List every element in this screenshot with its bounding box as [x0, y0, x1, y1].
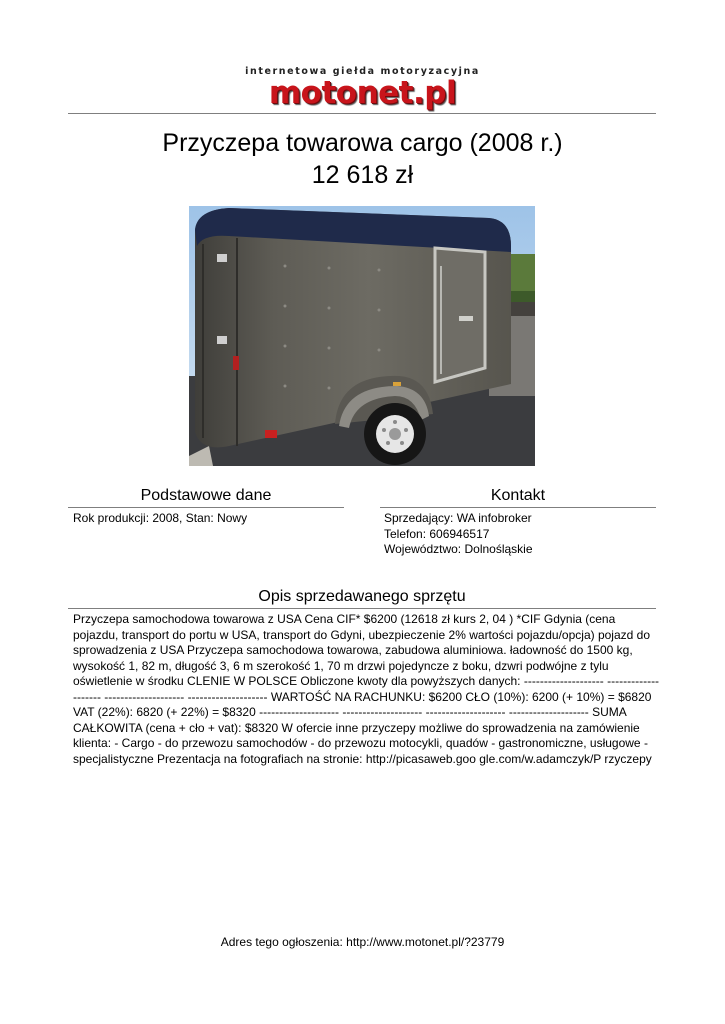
basic-data-text: Rok produkcji: 2008, Stan: Nowy [73, 511, 248, 525]
site-logo[interactable] [0, 66, 725, 111]
description-heading: Opis sprzedawanego sprzętu [258, 588, 466, 605]
site-tagline: internetowa giełda motoryzacyjna [245, 66, 480, 77]
cargo-trailer-photo [189, 206, 535, 466]
basic-data-divider [68, 507, 344, 508]
description-text: Przyczepa samochodowa towarowa z USA Cena CIF* $6200 (12618 zł kurs 2, 04 ) *CIF Gdynia (cena pojazdu, transport do portu w USA, transport do Gdyni, ubezpieczenie 2% wartości pojazdu/opcja) pojazd do sprowadzenia z USA Przyczepa samochodowa towarowa, zabudowa aluminiowa. ładowność do 1500 kg, wysokość 1, 82 m, długość 3, 6 m szerokość 1, 70 m drzwi pojedyncze z boku, dzwri podwójne z tylu oświetlenie w środku CLENIE W POLSCE Obliczone kwoty dla powyższych danych: -------------------- -------------------- -------------------- -------------------- WARTOŚĆ NA RACHUNKU: $6200 CŁO (10%): 6200 (+ 10%) = $6820 VAT (22%): 6820 (+ 22%) = $8320 -------------------- -------------------- -------------------- -------------------- SUMA CAŁKOWITA (cena + cło + vat): $8320 W ofercie inne przyczepy możliwe do sprowadzenia na zamówienie klienta: - Cargo - do przewozu samochodów - do przewozu motocykli, quadów - gastronomiczne, usługowe - specjalistyczne Prezentacja na fotografiach na stronie: http://picasaweb.goo gle.com/w.adamczyk/P rzyczepy [73, 612, 660, 766]
contact-phone: Telefon: 606946517 [384, 526, 490, 541]
contact-heading: Kontakt [490, 487, 546, 504]
basic-data-heading: Podstawowe dane [140, 487, 272, 504]
listing-title: Przyczepa towarowa cargo (2008 r.) [162, 129, 563, 157]
contact-region: Województwo: Dolnośląskie [384, 542, 533, 556]
site-logo-text: motonet.pl [268, 75, 457, 111]
contact-seller: Sprzedający: WA infobroker [384, 511, 532, 525]
listing-url[interactable]: Adres tego ogłoszenia: http://www.motonet.pl/?23779 [220, 935, 505, 949]
listing-price: 12 618 zł [311, 161, 414, 189]
header-divider [68, 113, 656, 114]
contact-divider [380, 507, 656, 508]
description-divider [68, 608, 656, 609]
